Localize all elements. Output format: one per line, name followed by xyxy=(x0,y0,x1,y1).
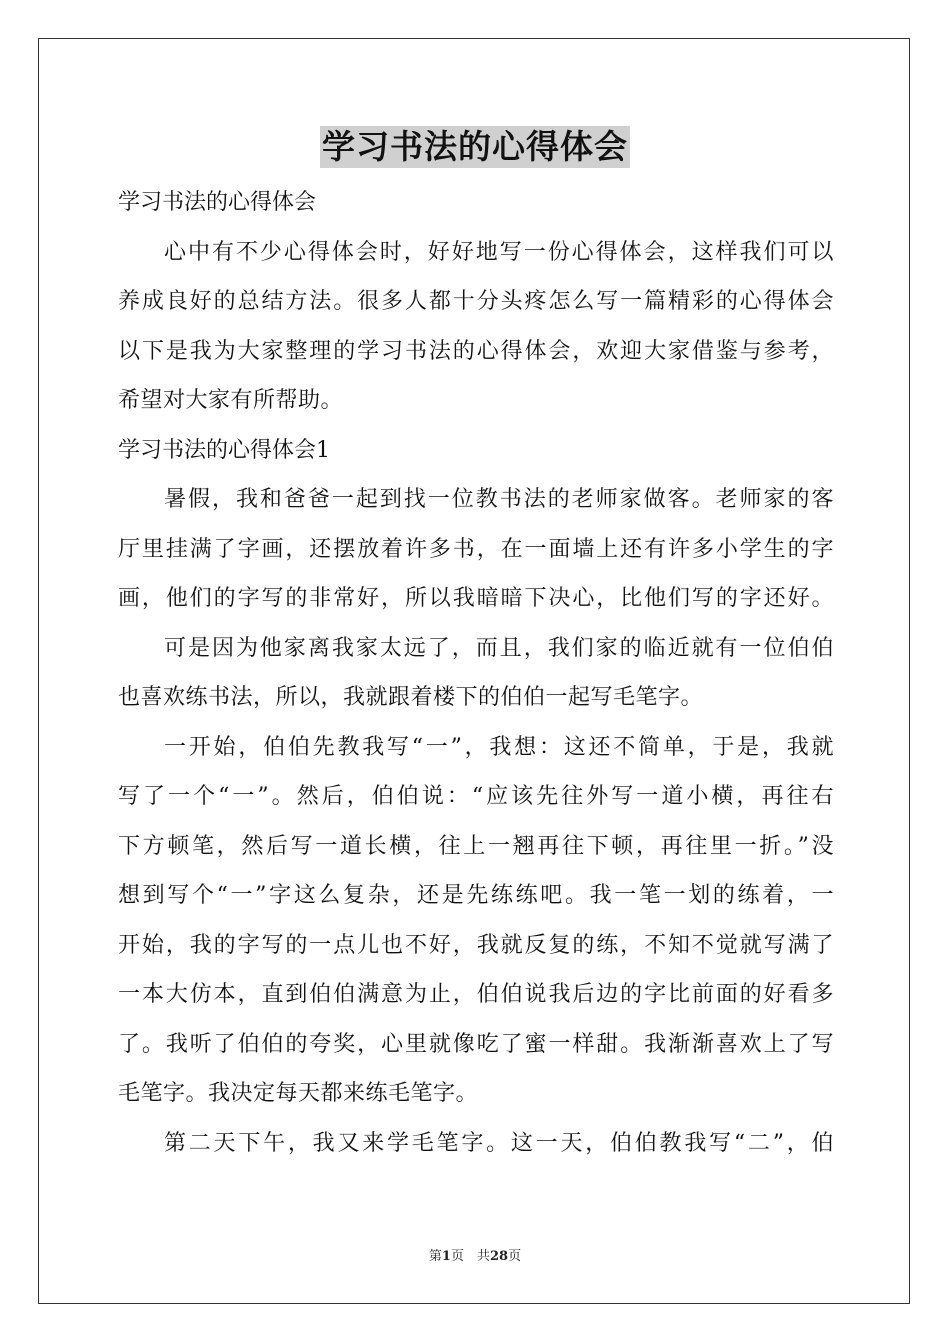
paragraph-line: 厅里挂满了字画，还摆放着许多书，在一面墙上还有许多小学生的字 xyxy=(118,536,834,562)
subtitle: 学习书法的心得体会 xyxy=(118,190,317,215)
paragraph-line: 一本大仿本，直到伯伯满意为止，伯伯说我后边的字比前面的好看多 xyxy=(118,982,834,1007)
paragraph-line: 也喜欢练书法，所以，我就跟着楼下的伯伯一起写毛笔字。 xyxy=(118,685,704,710)
paragraph-line: 开始，我的字写的一点儿也不好，我就反复的练，不知不觉就写满了 xyxy=(118,932,834,958)
paragraph-line: 暑假，我和爸爸一起到找一位教书法的老师家做客。老师家的客 xyxy=(164,487,834,512)
intro-paragraph xyxy=(118,228,834,426)
intro-line: 心中有不少心得体会时，好好地写一份心得体会，这样我们可以 xyxy=(164,239,834,265)
paragraph-line: 一开始，伯伯先教我写“一”，我想：这还不简单，于是，我就 xyxy=(164,734,834,760)
title-wrap xyxy=(0,126,950,168)
paragraph-line: 下方顿笔，然后写一道长横，往上一翘再往下顿，再往里一折。”没 xyxy=(118,833,834,859)
intro-line: 养成良好的总结方法。很多人都十分头疼怎么写一篇精彩的心得体会 xyxy=(118,289,834,314)
paragraph-line: 可是因为他家离我家太远了，而且，我们家的临近就有一位伯伯 xyxy=(164,635,834,661)
paragraph-line: 第二天下午，我又来学毛笔字。这一天，伯伯教我写“二”，伯 xyxy=(164,1130,834,1156)
footer-prefix: 第 xyxy=(428,1249,442,1264)
intro-line: 以下是我为大家整理的学习书法的心得体会，欢迎大家借鉴与参考， xyxy=(118,338,834,364)
section-heading: 学习书法的心得体会1 xyxy=(118,437,330,463)
paragraph-line: 画，他们的字写的非常好，所以我暗暗下决心，比他们写的字还好。 xyxy=(118,586,834,611)
paragraph-4 xyxy=(118,1119,834,1169)
paragraph-line: 想到写个“一”字这么复杂，还是先练练吧。我一笔一划的练着，一 xyxy=(118,883,834,908)
document-title: 学习书法的心得体会 xyxy=(322,127,628,166)
page-footer xyxy=(0,1245,950,1264)
document-body xyxy=(118,178,834,1168)
paragraph-line: 了。我听了伯伯的夸奖，心里就像吃了蜜一样甜。我渐渐喜欢上了写 xyxy=(118,1031,834,1057)
paragraph-line: 毛笔字。我决定每天都来练毛笔字。 xyxy=(118,1081,479,1106)
footer-suffix: 页 xyxy=(508,1249,522,1264)
footer-page-number: 1 xyxy=(441,1249,451,1264)
paragraph-line: 写了一个“一”。然后，伯伯说：“应该先往外写一道小横，再往右 xyxy=(118,784,834,809)
paragraph-1 xyxy=(118,475,834,624)
intro-line: 希望对大家有所帮助。 xyxy=(118,388,344,413)
paragraph-3 xyxy=(118,723,834,1119)
paragraph-2 xyxy=(118,624,834,723)
footer-total-pages: 28 xyxy=(489,1249,509,1264)
footer-mid: 页 共 xyxy=(450,1249,490,1264)
